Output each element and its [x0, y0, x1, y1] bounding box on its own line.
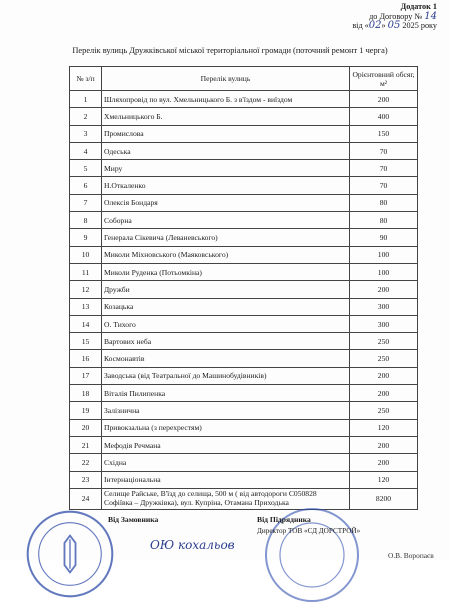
row-volume: 400 — [350, 108, 418, 125]
date-day: 02 — [368, 20, 382, 32]
table-row — [70, 350, 418, 367]
table-row — [70, 471, 418, 488]
row-volume: 80 — [350, 212, 418, 229]
table-header-row — [70, 67, 418, 91]
row-volume: 100 — [350, 263, 418, 280]
row-name: Одеська — [102, 142, 350, 159]
row-num: 21 — [70, 436, 102, 453]
table-row — [70, 367, 418, 384]
row-volume: 200 — [350, 91, 418, 108]
row-volume: 70 — [350, 142, 418, 159]
row-num: 22 — [70, 454, 102, 471]
row-volume: 200 — [350, 367, 418, 384]
row-num: 19 — [70, 402, 102, 419]
header-num: № з/п — [70, 67, 102, 91]
row-name: Інтернаціональна — [102, 471, 350, 488]
row-name: Шляхопровід по вул. Хмельницького Б. з в'їздом - виїздом — [102, 91, 350, 108]
table-row — [70, 246, 418, 263]
row-num: 6 — [70, 177, 102, 194]
row-num: 8 — [70, 212, 102, 229]
row-volume: 100 — [350, 246, 418, 263]
row-volume: 300 — [350, 315, 418, 332]
row-name: Селище Райське, В'їзд до селища, 500 м ( від автодороги С050828 Софіївка – Дружківка), вул. Купріна, Отамана Приходька — [102, 488, 350, 509]
table-row — [70, 160, 418, 177]
row-name: Миру — [102, 160, 350, 177]
row-name: Козацька — [102, 298, 350, 315]
contractor-signature-label: Від Підрядника — [257, 515, 311, 524]
row-num: 20 — [70, 419, 102, 436]
row-name: Привокзальна (з перехрестям) — [102, 419, 350, 436]
row-volume: 200 — [350, 385, 418, 402]
table-row — [70, 333, 418, 350]
table-row — [70, 177, 418, 194]
table-row — [70, 488, 418, 509]
row-name: Східна — [102, 454, 350, 471]
row-volume: 80 — [350, 194, 418, 211]
row-volume: 250 — [350, 350, 418, 367]
row-num: 16 — [70, 350, 102, 367]
row-volume: 300 — [350, 298, 418, 315]
row-volume: 70 — [350, 160, 418, 177]
table-row — [70, 402, 418, 419]
contract-prefix: до Договору № — [369, 11, 423, 21]
customer-stamp — [24, 508, 116, 600]
row-num: 2 — [70, 108, 102, 125]
row-num: 15 — [70, 333, 102, 350]
row-volume: 70 — [350, 177, 418, 194]
document-title: Перелік вулиць Дружківської міської територіальної громади (поточний ремонт 1 черга) — [72, 46, 388, 55]
row-volume: 200 — [350, 454, 418, 471]
contractor-company: Директор ТОВ «СД ДОРСТРОЙ» — [257, 527, 361, 535]
table-row — [70, 436, 418, 453]
row-name: Космонавтів — [102, 350, 350, 367]
row-name: О. Тихого — [102, 315, 350, 332]
row-volume: 120 — [350, 471, 418, 488]
row-name: Миколи Міхновського (Маяковського) — [102, 246, 350, 263]
row-name: Дружби — [102, 281, 350, 298]
row-volume: 8200 — [350, 488, 418, 509]
table-row — [70, 142, 418, 159]
table-row — [70, 229, 418, 246]
row-volume: 200 — [350, 436, 418, 453]
row-name: Олексія Бондаря — [102, 194, 350, 211]
date-year: 2025 року — [402, 21, 437, 31]
row-name: Залізнична — [102, 402, 350, 419]
row-volume: 200 — [350, 281, 418, 298]
row-name: Заводська (від Театральної до Машинобудівників) — [102, 367, 350, 384]
table-row — [70, 125, 418, 142]
table-row — [70, 385, 418, 402]
row-volume: 250 — [350, 333, 418, 350]
header-volume: Орієнтовний обсяг, м² — [350, 67, 418, 91]
header-name: Перелік вулиць — [102, 67, 350, 91]
table-row — [70, 212, 418, 229]
table-row — [70, 454, 418, 471]
table-row — [70, 108, 418, 125]
row-name: Генерала Сікевича (Леваневського) — [102, 229, 350, 246]
row-name: Миколи Руденка (Потьомкіна) — [102, 263, 350, 280]
row-volume: 250 — [350, 402, 418, 419]
row-num: 13 — [70, 298, 102, 315]
annex-header — [317, 2, 437, 31]
row-num: 1 — [70, 91, 102, 108]
handwritten-signature: ОЮ кохальов — [150, 538, 235, 552]
row-volume: 120 — [350, 419, 418, 436]
date-separator: » — [381, 21, 386, 31]
contract-number: 14 — [424, 10, 437, 22]
row-num: 18 — [70, 385, 102, 402]
table-row — [70, 194, 418, 211]
row-name: Соборна — [102, 212, 350, 229]
table-row — [70, 281, 418, 298]
table-row — [70, 419, 418, 436]
contractor-name: О.В. Воропаєв — [388, 551, 434, 560]
row-num: 5 — [70, 160, 102, 177]
date-prefix: від « — [352, 21, 369, 31]
annex-title: Додаток 1 — [400, 2, 437, 11]
row-volume: 150 — [350, 125, 418, 142]
row-num: 14 — [70, 315, 102, 332]
table-body — [70, 91, 418, 510]
row-name: Н.Откаленко — [102, 177, 350, 194]
row-name: Мефодія Речмана — [102, 436, 350, 453]
row-name: Віталія Пилипенка — [102, 385, 350, 402]
annex-date-line — [317, 21, 437, 31]
row-num: 11 — [70, 263, 102, 280]
row-num: 7 — [70, 194, 102, 211]
row-num: 24 — [70, 488, 102, 509]
customer-signature-label: Від Замовника — [108, 515, 159, 524]
streets-table — [69, 66, 418, 510]
row-num: 4 — [70, 142, 102, 159]
row-num: 10 — [70, 246, 102, 263]
row-num: 23 — [70, 471, 102, 488]
row-name: Вартових неба — [102, 333, 350, 350]
table-row — [70, 263, 418, 280]
row-name: Промислова — [102, 125, 350, 142]
row-name: Хмельницького Б. — [102, 108, 350, 125]
row-volume: 90 — [350, 229, 418, 246]
row-num: 12 — [70, 281, 102, 298]
row-num: 3 — [70, 125, 102, 142]
row-num: 17 — [70, 367, 102, 384]
table-row — [70, 315, 418, 332]
table-row — [70, 91, 418, 108]
row-num: 9 — [70, 229, 102, 246]
date-month: 05 — [387, 20, 401, 32]
table-row — [70, 298, 418, 315]
